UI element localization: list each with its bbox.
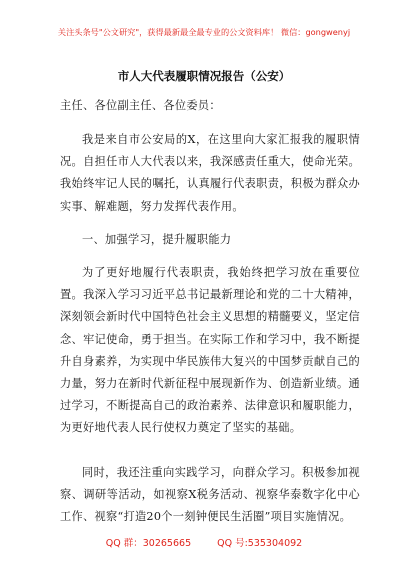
paragraph-intro: 我是来自市公安局的X，在这里向大家汇报我的履职情况。自担任市人大代表以来，我深感责任重大，使命光荣。我始终牢记人民的嘱托，认真履行代表职责，积极为群众办实事、解难题，努力发挥代表作用。 [60, 133, 360, 213]
footer-contact [0, 535, 408, 549]
footer-qq-group: QQ 群：30265665 [105, 538, 192, 549]
header-promo-note: 关注头条号"公文研究"，获得最新最全最专业的公文资料库！ 微信：gongwenyj [57, 27, 351, 37]
document-title: 市人大代表履职情况报告（公安） [117, 69, 291, 83]
section-heading-1: 一、加强学习，提升履职能力 [82, 233, 232, 246]
paragraph-practice: 同时，我还注重向实践学习，向群众学习。积极参加视察、调研等活动，如视察X税务活动、视察华泰数字化中心工作、视察“打造20个一刻钟便民生活圈”项目实施情况。 [60, 466, 360, 524]
footer-qq-number: QQ 号:535304092 [217, 538, 303, 549]
paragraph-study: 为了更好地履行代表职责，我始终把学习放在重要位置。我深入学习习近平总书记最新理论和党的二十大精神，深刻领会新时代中国特色社会主义思想的精髓要义，坚定信念、牢记使命，勇于担当。在实际工作和学习中，我不断提升自身素养，为实现中华民族伟大复兴的中国梦贡献自己的力量，努力在新时代新征程中展现新作为、创造新业绩。通过学习，不断提高自己的政治素养、法律意识和履职能力，为更好地代表人民行使权力奠定了坚实的基础。 [60, 266, 360, 435]
salutation: 主任、各位副主任、各位委员： [60, 99, 221, 112]
